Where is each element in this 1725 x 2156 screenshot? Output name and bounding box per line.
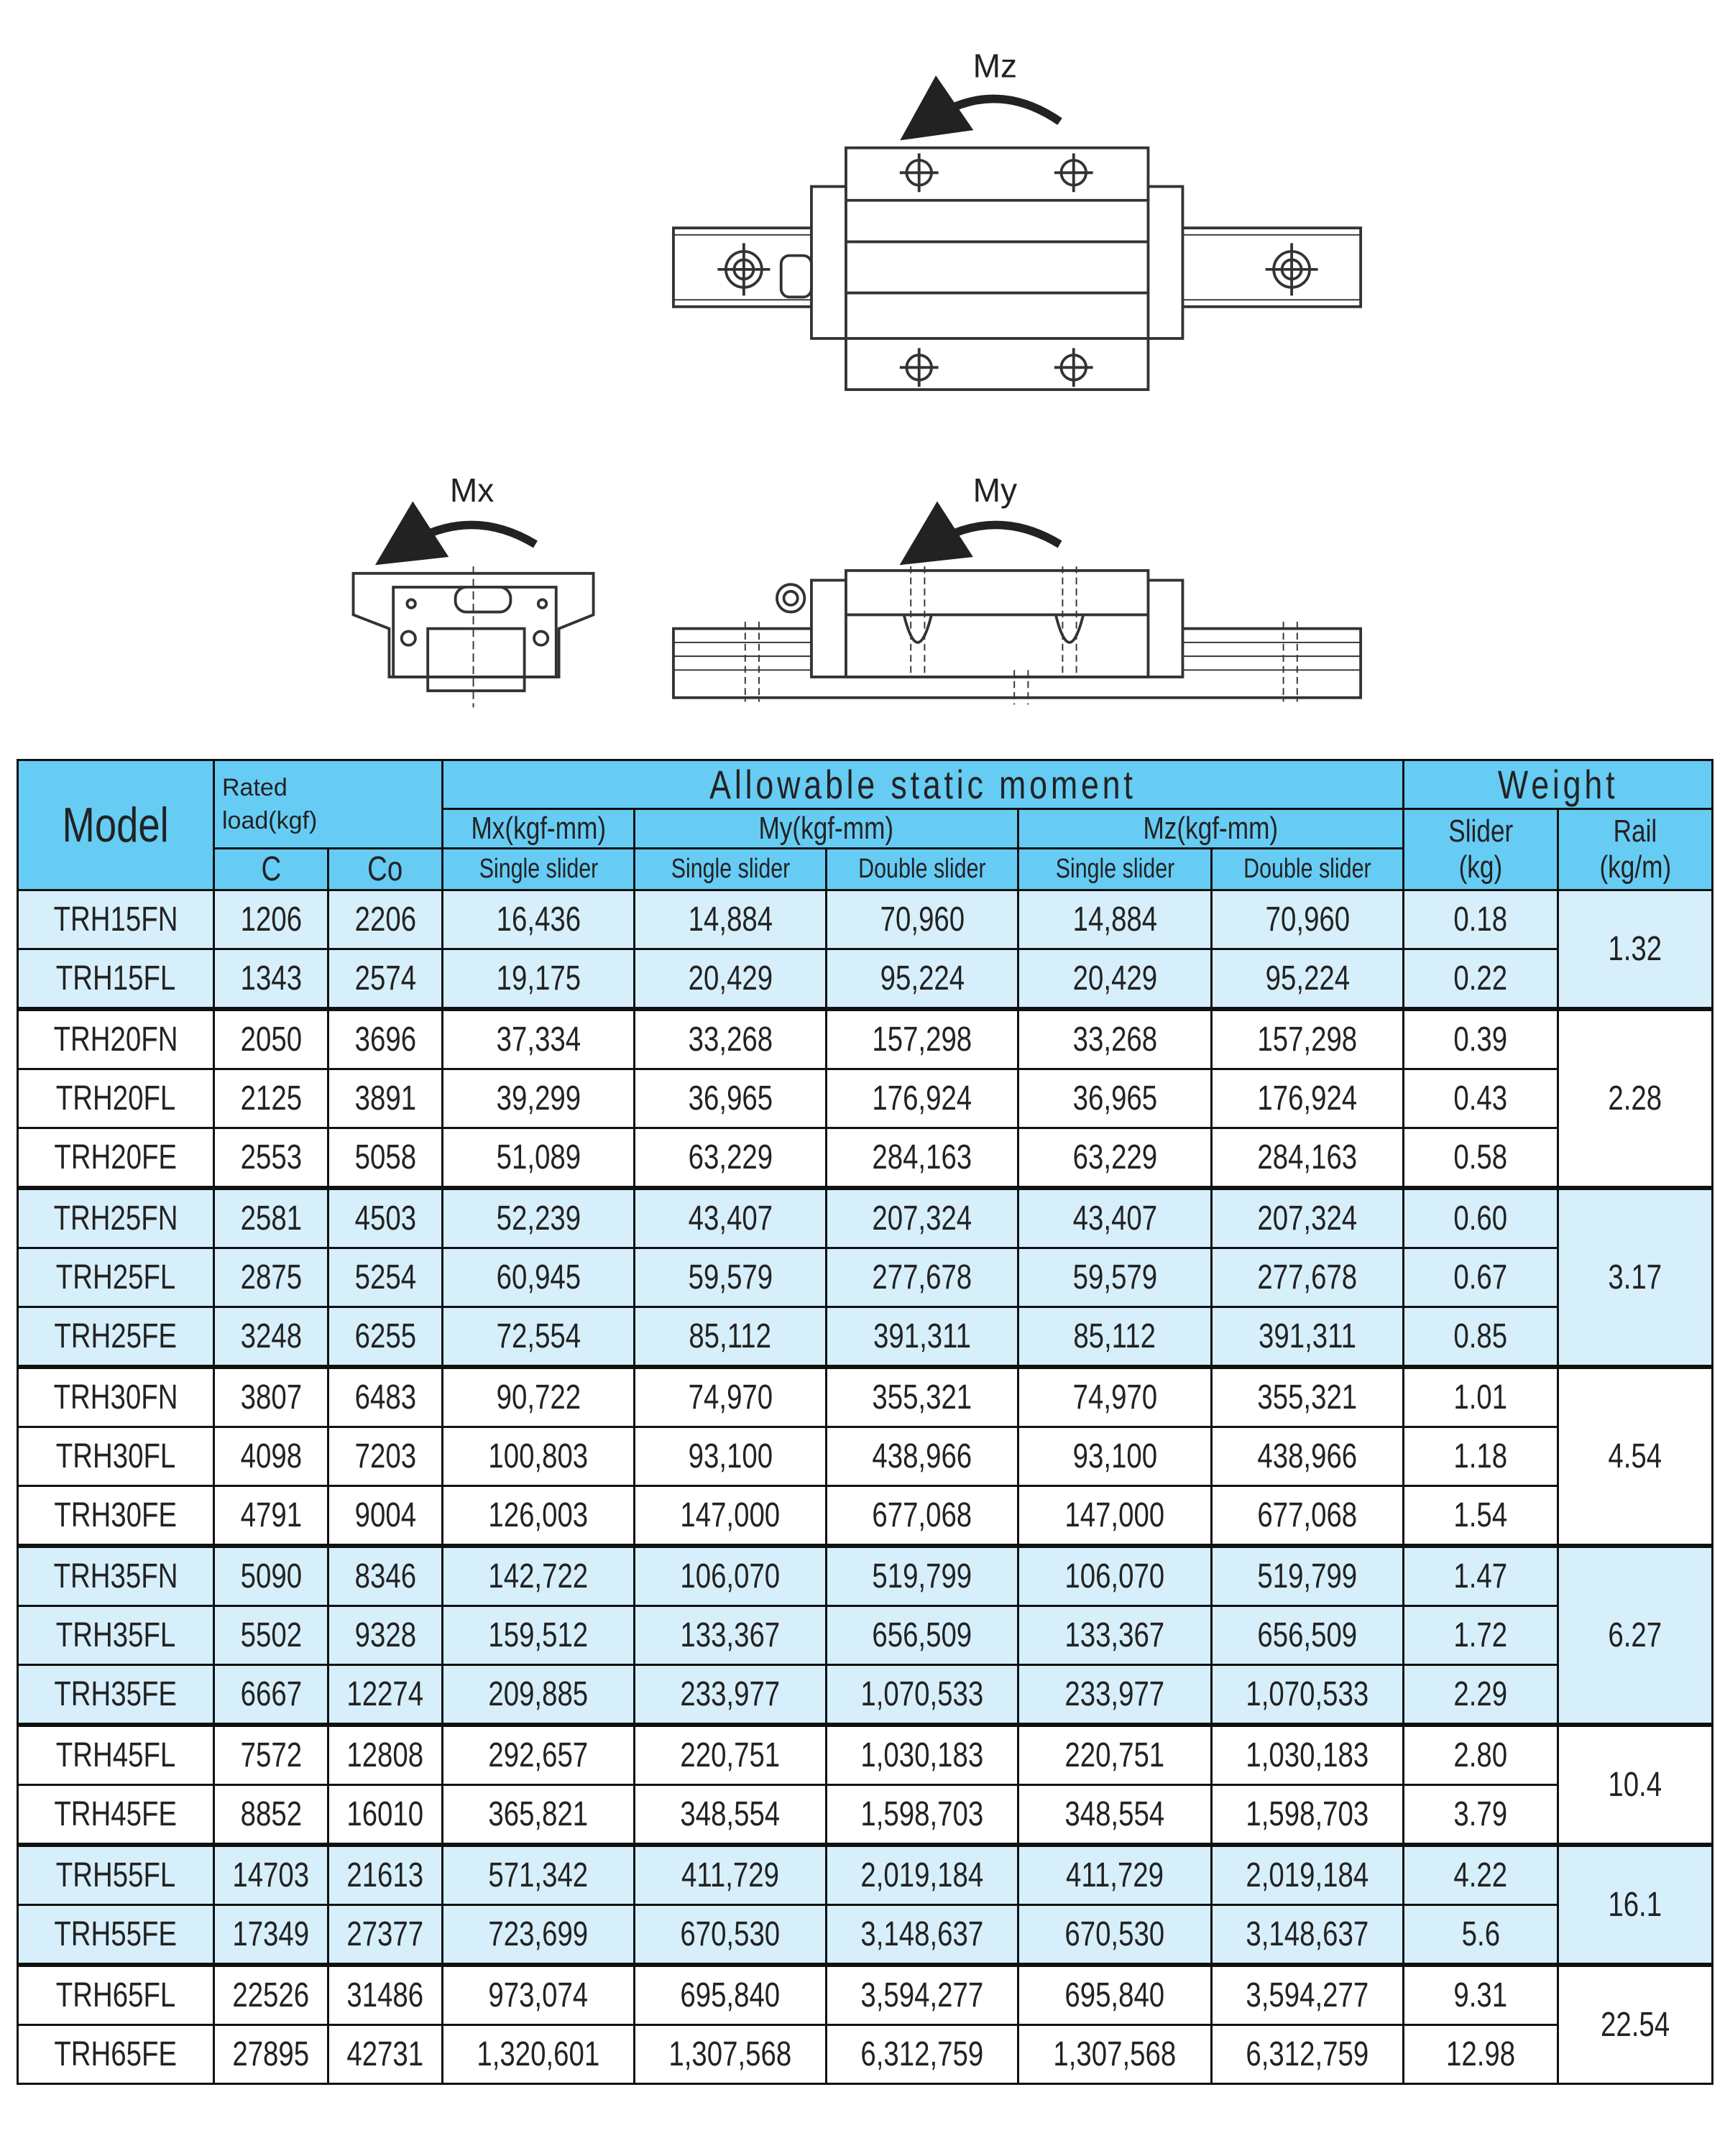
cell-mz-double: 284,163 bbox=[1212, 1128, 1404, 1189]
cell-mz-single: 220,751 bbox=[1018, 1725, 1212, 1785]
cell-slider-weight: 1.47 bbox=[1404, 1546, 1558, 1606]
cell-mz-single: 147,000 bbox=[1018, 1486, 1212, 1547]
cell-slider-weight: 0.18 bbox=[1404, 890, 1558, 949]
cell-my-single: 220,751 bbox=[635, 1725, 827, 1785]
cell-model: TRH25FE bbox=[18, 1307, 214, 1368]
cell-co: 6483 bbox=[328, 1367, 443, 1427]
cell-model: TRH20FE bbox=[18, 1128, 214, 1189]
cell-my-single: 348,554 bbox=[635, 1785, 827, 1846]
cell-c: 4098 bbox=[214, 1427, 328, 1486]
header-rated-load: Rated load(kgf) bbox=[214, 760, 443, 849]
cell-co: 27377 bbox=[328, 1905, 443, 1966]
cell-slider-weight: 2.80 bbox=[1404, 1725, 1558, 1785]
cell-co: 12808 bbox=[328, 1725, 443, 1785]
table-row bbox=[18, 1367, 1713, 1427]
cell-model: TRH65FE bbox=[18, 2025, 214, 2084]
cell-my-single: 33,268 bbox=[635, 1009, 827, 1069]
cell-my-single: 93,100 bbox=[635, 1427, 827, 1486]
cell-c: 2050 bbox=[214, 1009, 328, 1069]
header-co: Co bbox=[328, 849, 443, 890]
cell-model: TRH35FL bbox=[18, 1606, 214, 1665]
cell-slider-weight: 0.39 bbox=[1404, 1009, 1558, 1069]
cell-slider-weight: 0.67 bbox=[1404, 1248, 1558, 1307]
cell-mz-double: 207,324 bbox=[1212, 1188, 1404, 1248]
cell-mz-single: 348,554 bbox=[1018, 1785, 1212, 1846]
cell-mz-double: 157,298 bbox=[1212, 1009, 1404, 1069]
cell-mz-single: 93,100 bbox=[1018, 1427, 1212, 1486]
cell-mx-single: 100,803 bbox=[443, 1427, 635, 1486]
cell-rail-weight: 3.17 bbox=[1558, 1188, 1713, 1367]
header-model: Model bbox=[18, 760, 214, 890]
cell-slider-weight: 3.79 bbox=[1404, 1785, 1558, 1846]
cell-mz-double: 95,224 bbox=[1212, 949, 1404, 1010]
cell-mx-single: 571,342 bbox=[443, 1845, 635, 1905]
cell-c: 2875 bbox=[214, 1248, 328, 1307]
cell-my-double: 677,068 bbox=[827, 1486, 1018, 1547]
table-row bbox=[18, 1845, 1713, 1905]
cell-my-single: 147,000 bbox=[635, 1486, 827, 1547]
cell-mx-single: 209,885 bbox=[443, 1665, 635, 1726]
table-row bbox=[18, 1009, 1713, 1069]
cell-co: 5254 bbox=[328, 1248, 443, 1307]
cell-slider-weight: 1.72 bbox=[1404, 1606, 1558, 1665]
mz-label: Mz bbox=[972, 47, 1018, 85]
table-row bbox=[18, 1427, 1713, 1486]
cell-slider-weight: 0.85 bbox=[1404, 1307, 1558, 1368]
cell-mz-double: 1,070,533 bbox=[1212, 1665, 1404, 1726]
allowable-static-moment-table bbox=[17, 759, 1714, 2085]
cell-mz-single: 695,840 bbox=[1018, 1965, 1212, 2025]
my-arrow bbox=[927, 525, 1059, 547]
cell-model: TRH20FL bbox=[18, 1069, 214, 1128]
cell-my-double: 207,324 bbox=[827, 1188, 1018, 1248]
cell-rail-weight: 22.54 bbox=[1558, 1965, 1713, 2084]
cell-mz-double: 3,594,277 bbox=[1212, 1965, 1404, 2025]
cell-mz-double: 656,509 bbox=[1212, 1606, 1404, 1665]
header-mx: Mx(kgf-mm) bbox=[443, 809, 635, 849]
cell-my-single: 14,884 bbox=[635, 890, 827, 949]
mz-arrow bbox=[927, 98, 1059, 121]
cell-co: 21613 bbox=[328, 1845, 443, 1905]
table-row bbox=[18, 1546, 1713, 1606]
table-row bbox=[18, 1486, 1713, 1547]
cell-slider-weight: 5.6 bbox=[1404, 1905, 1558, 1966]
cell-slider-weight: 1.54 bbox=[1404, 1486, 1558, 1547]
cell-my-single: 59,579 bbox=[635, 1248, 827, 1307]
cell-my-single: 43,407 bbox=[635, 1188, 827, 1248]
table-row bbox=[18, 890, 1713, 949]
cell-my-single: 233,977 bbox=[635, 1665, 827, 1726]
cell-model: TRH45FE bbox=[18, 1785, 214, 1846]
cell-my-double: 2,019,184 bbox=[827, 1845, 1018, 1905]
cell-mz-double: 677,068 bbox=[1212, 1486, 1404, 1547]
cell-mz-double: 355,321 bbox=[1212, 1367, 1404, 1427]
mx-arrow bbox=[403, 525, 535, 547]
cell-mz-single: 14,884 bbox=[1018, 890, 1212, 949]
cell-co: 9328 bbox=[328, 1606, 443, 1665]
cell-my-double: 176,924 bbox=[827, 1069, 1018, 1128]
cell-my-double: 70,960 bbox=[827, 890, 1018, 949]
cell-mz-single: 33,268 bbox=[1018, 1009, 1212, 1069]
cell-my-single: 20,429 bbox=[635, 949, 827, 1010]
end-view-drawing bbox=[354, 566, 594, 707]
header-my-double: Double slider bbox=[827, 849, 1018, 890]
cell-mx-single: 723,699 bbox=[443, 1905, 635, 1966]
cell-mz-double: 391,311 bbox=[1212, 1307, 1404, 1368]
cell-model: TRH55FL bbox=[18, 1845, 214, 1905]
cell-model: TRH20FN bbox=[18, 1009, 214, 1069]
cell-mz-single: 59,579 bbox=[1018, 1248, 1212, 1307]
cell-slider-weight: 9.31 bbox=[1404, 1965, 1558, 2025]
cell-co: 2574 bbox=[328, 949, 443, 1010]
cell-my-double: 277,678 bbox=[827, 1248, 1018, 1307]
cell-mx-single: 52,239 bbox=[443, 1188, 635, 1248]
cell-mz-double: 3,148,637 bbox=[1212, 1905, 1404, 1966]
table-row bbox=[18, 2025, 1713, 2084]
cell-c: 8852 bbox=[214, 1785, 328, 1846]
cell-slider-weight: 1.01 bbox=[1404, 1367, 1558, 1427]
table-row bbox=[18, 1785, 1713, 1846]
cell-mz-single: 133,367 bbox=[1018, 1606, 1212, 1665]
cell-my-single: 74,970 bbox=[635, 1367, 827, 1427]
cell-mz-single: 233,977 bbox=[1018, 1665, 1212, 1726]
table-body bbox=[18, 890, 1713, 2084]
cell-c: 2553 bbox=[214, 1128, 328, 1189]
cell-co: 9004 bbox=[328, 1486, 443, 1547]
cell-c: 3807 bbox=[214, 1367, 328, 1427]
cell-my-single: 106,070 bbox=[635, 1546, 827, 1606]
cell-model: TRH55FE bbox=[18, 1905, 214, 1966]
mx-label: Mx bbox=[449, 471, 494, 509]
cell-my-single: 695,840 bbox=[635, 1965, 827, 2025]
header-mx-single: Single slider bbox=[443, 849, 635, 890]
cell-mz-double: 6,312,759 bbox=[1212, 2025, 1404, 2084]
cell-my-double: 6,312,759 bbox=[827, 2025, 1018, 2084]
table-row bbox=[18, 1665, 1713, 1726]
cell-rail-weight: 2.28 bbox=[1558, 1009, 1713, 1188]
cell-mx-single: 292,657 bbox=[443, 1725, 635, 1785]
cell-my-double: 438,966 bbox=[827, 1427, 1018, 1486]
cell-rail-weight: 1.32 bbox=[1558, 890, 1713, 1010]
cell-co: 8346 bbox=[328, 1546, 443, 1606]
table-row bbox=[18, 1307, 1713, 1368]
cell-slider-weight: 0.60 bbox=[1404, 1188, 1558, 1248]
cell-my-double: 656,509 bbox=[827, 1606, 1018, 1665]
table-row bbox=[18, 1725, 1713, 1785]
cell-slider-weight: 1.18 bbox=[1404, 1427, 1558, 1486]
cell-mz-double: 438,966 bbox=[1212, 1427, 1404, 1486]
cell-co: 16010 bbox=[328, 1785, 443, 1846]
cell-mz-double: 176,924 bbox=[1212, 1069, 1404, 1128]
cell-c: 3248 bbox=[214, 1307, 328, 1368]
cell-mx-single: 159,512 bbox=[443, 1606, 635, 1665]
table-row bbox=[18, 949, 1713, 1010]
cell-mx-single: 72,554 bbox=[443, 1307, 635, 1368]
cell-model: TRH15FN bbox=[18, 890, 214, 949]
cell-my-double: 391,311 bbox=[827, 1307, 1018, 1368]
header-c: C bbox=[214, 849, 328, 890]
cell-c: 1206 bbox=[214, 890, 328, 949]
cell-slider-weight: 4.22 bbox=[1404, 1845, 1558, 1905]
cell-model: TRH25FL bbox=[18, 1248, 214, 1307]
cell-mz-double: 1,030,183 bbox=[1212, 1725, 1404, 1785]
cell-my-double: 157,298 bbox=[827, 1009, 1018, 1069]
cell-c: 2581 bbox=[214, 1188, 328, 1248]
table-row bbox=[18, 1128, 1713, 1189]
cell-model: TRH30FL bbox=[18, 1427, 214, 1486]
cell-model: TRH45FL bbox=[18, 1725, 214, 1785]
side-view-drawing bbox=[673, 566, 1361, 704]
cell-c: 14703 bbox=[214, 1845, 328, 1905]
cell-slider-weight: 0.58 bbox=[1404, 1128, 1558, 1189]
cell-mx-single: 60,945 bbox=[443, 1248, 635, 1307]
cell-co: 3891 bbox=[328, 1069, 443, 1128]
cell-c: 5090 bbox=[214, 1546, 328, 1606]
header-weight: Weight bbox=[1404, 760, 1713, 809]
cell-co: 2206 bbox=[328, 890, 443, 949]
cell-model: TRH65FL bbox=[18, 1965, 214, 2025]
cell-my-double: 519,799 bbox=[827, 1546, 1018, 1606]
cell-my-single: 1,307,568 bbox=[635, 2025, 827, 2084]
cell-mx-single: 16,436 bbox=[443, 890, 635, 949]
cell-c: 17349 bbox=[214, 1905, 328, 1966]
cell-mz-single: 411,729 bbox=[1018, 1845, 1212, 1905]
cell-mx-single: 1,320,601 bbox=[443, 2025, 635, 2084]
header-rail: Rail (kg/m) bbox=[1558, 809, 1713, 890]
table-row bbox=[18, 1188, 1713, 1248]
cell-rail-weight: 6.27 bbox=[1558, 1546, 1713, 1725]
top-view-drawing bbox=[673, 148, 1361, 390]
cell-mz-single: 20,429 bbox=[1018, 949, 1212, 1010]
cell-my-double: 1,030,183 bbox=[827, 1725, 1018, 1785]
cell-model: TRH35FN bbox=[18, 1546, 214, 1606]
cell-mz-single: 106,070 bbox=[1018, 1546, 1212, 1606]
cell-my-single: 133,367 bbox=[635, 1606, 827, 1665]
cell-c: 5502 bbox=[214, 1606, 328, 1665]
cell-slider-weight: 0.43 bbox=[1404, 1069, 1558, 1128]
cell-mz-single: 43,407 bbox=[1018, 1188, 1212, 1248]
cell-co: 3696 bbox=[328, 1009, 443, 1069]
cell-slider-weight: 12.98 bbox=[1404, 2025, 1558, 2084]
cell-co: 6255 bbox=[328, 1307, 443, 1368]
cell-c: 22526 bbox=[214, 1965, 328, 2025]
table-row bbox=[18, 1965, 1713, 2025]
cell-co: 5058 bbox=[328, 1128, 443, 1189]
cell-model: TRH30FE bbox=[18, 1486, 214, 1547]
cell-co: 12274 bbox=[328, 1665, 443, 1726]
cell-mx-single: 51,089 bbox=[443, 1128, 635, 1189]
cell-slider-weight: 0.22 bbox=[1404, 949, 1558, 1010]
cell-mz-double: 519,799 bbox=[1212, 1546, 1404, 1606]
cell-mx-single: 142,722 bbox=[443, 1546, 635, 1606]
cell-rail-weight: 4.54 bbox=[1558, 1367, 1713, 1546]
cell-c: 2125 bbox=[214, 1069, 328, 1128]
cell-c: 1343 bbox=[214, 949, 328, 1010]
header-allowable-static-moment: Allowable static moment bbox=[443, 760, 1404, 809]
cell-co: 7203 bbox=[328, 1427, 443, 1486]
linear-guide-moment-diagram bbox=[0, 0, 1725, 747]
cell-my-single: 36,965 bbox=[635, 1069, 827, 1128]
header-slider: Slider (kg) bbox=[1404, 809, 1558, 890]
cell-my-single: 63,229 bbox=[635, 1128, 827, 1189]
cell-mz-single: 74,970 bbox=[1018, 1367, 1212, 1427]
cell-mz-double: 2,019,184 bbox=[1212, 1845, 1404, 1905]
cell-my-single: 85,112 bbox=[635, 1307, 827, 1368]
cell-mz-single: 670,530 bbox=[1018, 1905, 1212, 1966]
cell-my-double: 1,070,533 bbox=[827, 1665, 1018, 1726]
cell-c: 6667 bbox=[214, 1665, 328, 1726]
cell-mx-single: 90,722 bbox=[443, 1367, 635, 1427]
cell-mz-double: 1,598,703 bbox=[1212, 1785, 1404, 1846]
cell-mz-single: 63,229 bbox=[1018, 1128, 1212, 1189]
cell-model: TRH15FL bbox=[18, 949, 214, 1010]
cell-my-double: 1,598,703 bbox=[827, 1785, 1018, 1846]
cell-mz-single: 85,112 bbox=[1018, 1307, 1212, 1368]
table-row bbox=[18, 1069, 1713, 1128]
table-row bbox=[18, 1606, 1713, 1665]
cell-co: 4503 bbox=[328, 1188, 443, 1248]
cell-mz-single: 36,965 bbox=[1018, 1069, 1212, 1128]
cell-co: 42731 bbox=[328, 2025, 443, 2084]
cell-mx-single: 19,175 bbox=[443, 949, 635, 1010]
cell-co: 31486 bbox=[328, 1965, 443, 2025]
header-mz-single: Single slider bbox=[1018, 849, 1212, 890]
cell-mx-single: 37,334 bbox=[443, 1009, 635, 1069]
cell-mz-double: 277,678 bbox=[1212, 1248, 1404, 1307]
cell-model: TRH35FE bbox=[18, 1665, 214, 1726]
cell-c: 4791 bbox=[214, 1486, 328, 1547]
cell-my-double: 95,224 bbox=[827, 949, 1018, 1010]
cell-mx-single: 126,003 bbox=[443, 1486, 635, 1547]
cell-my-double: 355,321 bbox=[827, 1367, 1018, 1427]
header-mz-double: Double slider bbox=[1212, 849, 1404, 890]
table-row bbox=[18, 1905, 1713, 1966]
cell-mz-single: 1,307,568 bbox=[1018, 2025, 1212, 2084]
cell-model: TRH25FN bbox=[18, 1188, 214, 1248]
cell-c: 27895 bbox=[214, 2025, 328, 2084]
cell-mx-single: 973,074 bbox=[443, 1965, 635, 2025]
cell-rail-weight: 16.1 bbox=[1558, 1845, 1713, 1965]
header-mz: Mz(kgf-mm) bbox=[1018, 809, 1404, 849]
cell-my-double: 3,594,277 bbox=[827, 1965, 1018, 2025]
cell-c: 7572 bbox=[214, 1725, 328, 1785]
header-my-single: Single slider bbox=[635, 849, 827, 890]
cell-rail-weight: 10.4 bbox=[1558, 1725, 1713, 1845]
cell-model: TRH30FN bbox=[18, 1367, 214, 1427]
cell-my-double: 3,148,637 bbox=[827, 1905, 1018, 1966]
table-row bbox=[18, 1248, 1713, 1307]
cell-mz-double: 70,960 bbox=[1212, 890, 1404, 949]
header-my: My(kgf-mm) bbox=[635, 809, 1018, 849]
cell-my-single: 411,729 bbox=[635, 1845, 827, 1905]
cell-my-single: 670,530 bbox=[635, 1905, 827, 1966]
cell-slider-weight: 2.29 bbox=[1404, 1665, 1558, 1726]
cell-mx-single: 365,821 bbox=[443, 1785, 635, 1846]
my-label: My bbox=[972, 471, 1018, 509]
cell-my-double: 284,163 bbox=[827, 1128, 1018, 1189]
cell-mx-single: 39,299 bbox=[443, 1069, 635, 1128]
